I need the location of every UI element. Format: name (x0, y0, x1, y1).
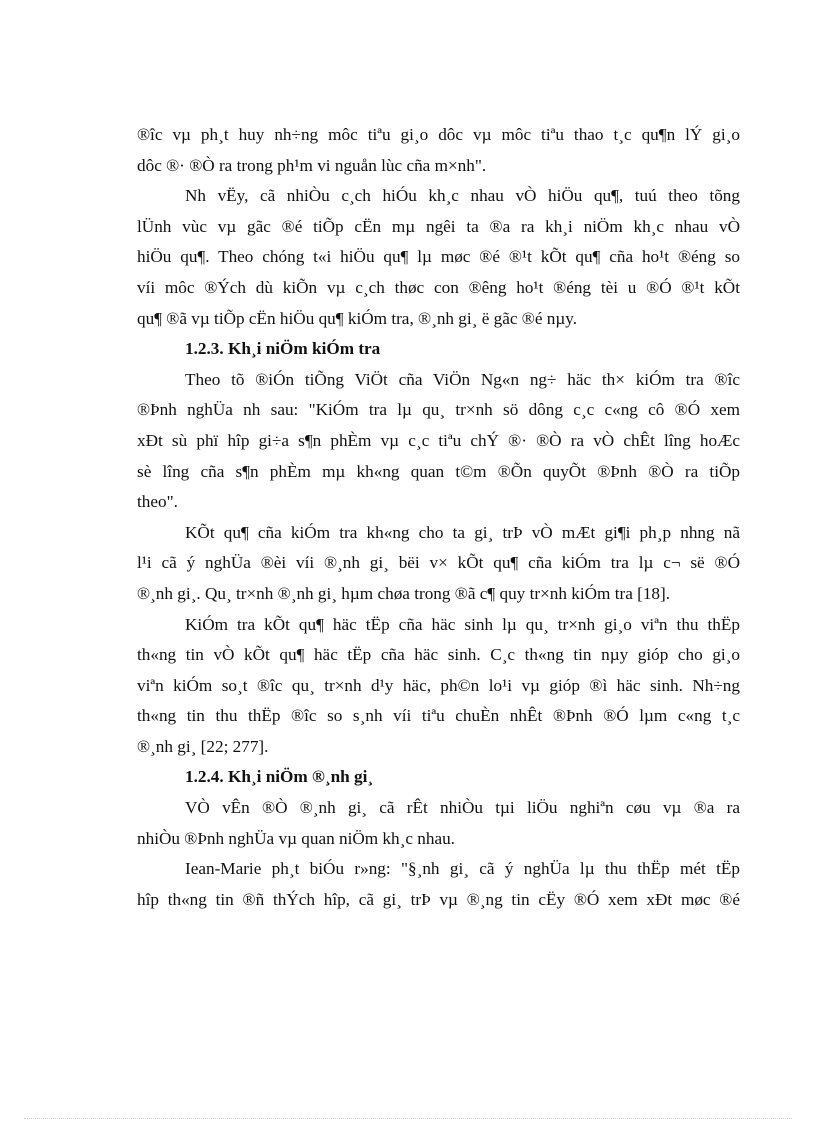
section-heading-1-2-3: 1.2.3. Kh¸i niÖm kiÓm tra (185, 339, 381, 359)
paragraph-line: ®îc vµ ph¸t huy nh÷ng môc tiªu gi¸o dôc vµ môc tiªu thao t¸c qu¶n lÝ gi¸o (137, 125, 740, 144)
paragraph-line: theo". (137, 492, 178, 512)
paragraph-line: sè lîng cña s¶n phÈm mµ kh«ng quan t©m ®Õn quyÕt ®Þnh ®Ò ra tiÕp (137, 461, 740, 481)
paragraph-line: Theo tõ ®iÓn tiÕng ViÖt cña ViÖn Ng«n ng÷ häc th× kiÓm tra ®îc (185, 369, 740, 389)
page-bottom-divider (24, 1118, 792, 1119)
paragraph-line: ®¸nh gi¸ [22; 277]. (137, 736, 269, 756)
document-body (137, 125, 740, 920)
paragraph-line: KiÓm tra kÕt qu¶ häc tËp cña häc sinh lµ qu¸ tr×nh gi¸o viªn thu thËp (185, 614, 740, 634)
paragraph-line: lÜnh vùc vµ gãc ®é tiÕp cËn mµ ngêi ta ®a ra kh¸i niÖm kh¸c nhau vÒ (137, 216, 740, 236)
paragraph-line: víi môc ®Ých dù kiÕn vµ c¸ch thøc con ®êng ho¹t ®éng tèi u ®Ó ®¹t kÕt (137, 277, 740, 297)
paragraph-line: dôc ®· ®Ò ra trong ph¹m vi nguån lùc cña m×nh". (137, 155, 487, 175)
paragraph-line: ®Þnh nghÜa nh sau: "KiÓm tra lµ qu¸ tr×nh sö dông c¸c c«ng cô ®Ó xem (137, 400, 740, 420)
paragraph-line: th«ng tin vÒ kÕt qu¶ häc tËp cña häc sinh. C¸c th«ng tin nµy gióp cho gi¸o (137, 645, 740, 665)
paragraph-line: viªn kiÓm so¸t ®îc qu¸ tr×nh d¹y häc, ph©n lo¹i vµ gióp ®ì häc sinh. Nh÷ng (137, 675, 740, 695)
section-heading-1-2-4: 1.2.4. Kh¸i niÖm ®¸nh gi¸ (185, 767, 374, 787)
paragraph-line: hiÖu qu¶. Theo chóng t«i hiÖu qu¶ lµ møc ®é ®¹t kÕt qu¶ cña ho¹t ®éng so (137, 247, 740, 267)
paragraph-line: hîp th«ng tin ®ñ thÝch hîp, cã gi¸ trÞ vµ ®¸ng tin cËy ®Ó xem xÐt møc ®é (137, 889, 740, 909)
paragraph-line: VÒ vÊn ®Ò ®¸nh gi¸ cã rÊt nhiÒu tµi liÖu nghiªn cøu vµ ®a ra (185, 798, 740, 818)
paragraph-line: xÐt sù phï hîp gi÷a s¶n phÈm vµ c¸c tiªu chÝ ®· ®Ò ra vÒ chÊt lîng hoÆc (137, 430, 740, 450)
paragraph-line: l¹i cã ý nghÜa ®èi víi ®¸nh gi¸ bëi v× kÕt qu¶ cña kiÓm tra lµ c¬ së ®Ó (137, 553, 740, 573)
paragraph-line: KÕt qu¶ cña kiÓm tra kh«ng cho ta gi¸ trÞ vÒ mÆt gi¶i ph¸p nhng nã (185, 522, 740, 542)
paragraph-line: qu¶ ®ã vµ tiÕp cËn hiÖu qu¶ kiÓm tra, ®¸nh gi¸ ë gãc ®é nµy. (137, 308, 578, 328)
paragraph-line: ®¸nh gi¸. Qu¸ tr×nh ®¸nh gi¸ hµm chøa trong ®ã c¶ quy tr×nh kiÓm tra [18]. (137, 583, 671, 603)
paragraph-line: th«ng tin thu thËp ®îc so s¸nh víi tiªu chuÈn nhÊt ®Þnh ®Ó lµm c«ng t¸c (137, 706, 740, 726)
paragraph-line: nhiÒu ®Þnh nghÜa vµ quan niÖm kh¸c nhau. (137, 828, 455, 848)
paragraph-line: Nh vËy, cã nhiÒu c¸ch hiÓu kh¸c nhau vÒ hiÖu qu¶, tuú theo tõng (185, 186, 740, 206)
paragraph-line: Iean-Marie ph¸t biÓu r»ng: "§¸nh gi¸ cã ý nghÜa lµ thu thËp mét tËp (185, 859, 740, 879)
